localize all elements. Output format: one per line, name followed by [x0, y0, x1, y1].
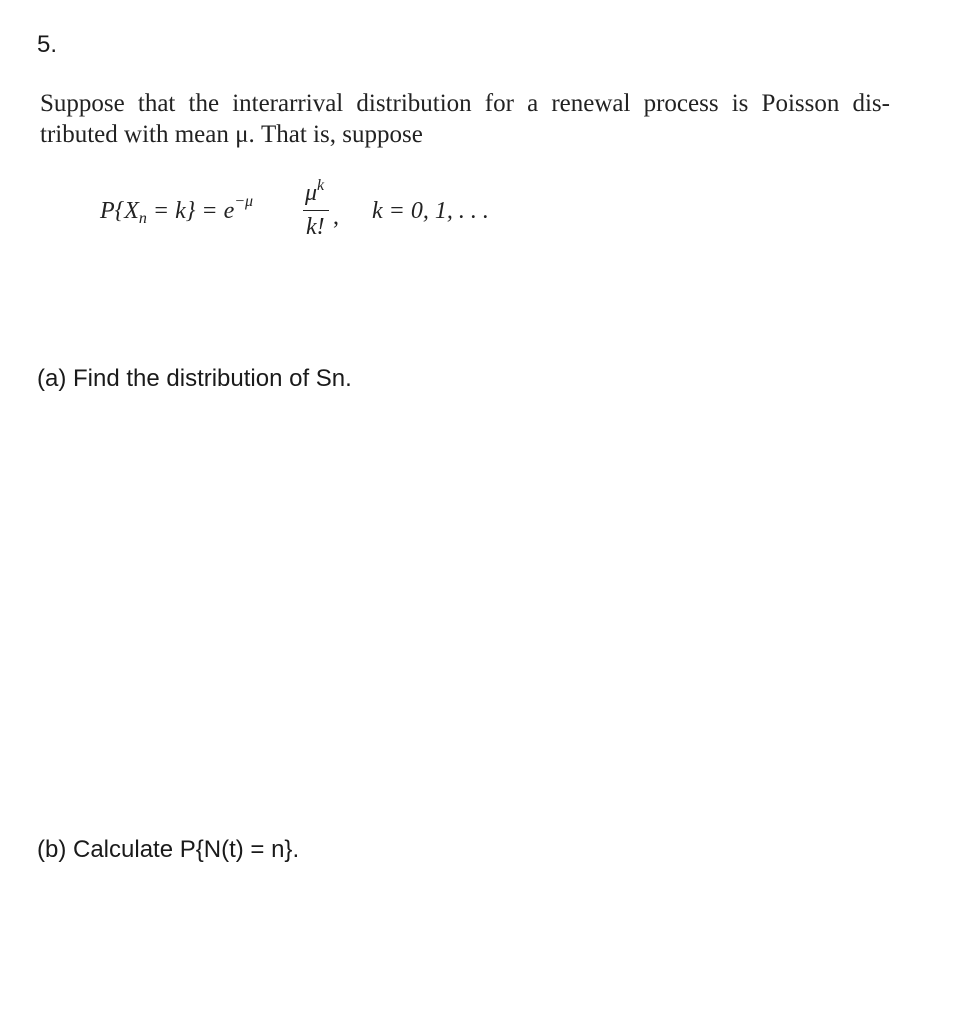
question-number: 5.	[37, 31, 58, 58]
fraction-numerator	[305, 177, 325, 207]
question-prompt	[40, 88, 890, 150]
equation-range: k = 0, 1, . . .	[372, 198, 489, 224]
equation-lhs-p: P{X	[100, 198, 139, 224]
fraction-bar	[303, 210, 329, 211]
equation-lhs-eq: = k} = e	[146, 198, 235, 224]
equation-lhs	[100, 193, 254, 227]
fraction-numerator-sup: k	[317, 177, 325, 194]
part-a-question: (a) Find the distribution of Sn.	[37, 365, 352, 392]
fraction-denominator: k!	[306, 214, 325, 240]
poisson-equation	[100, 170, 620, 250]
fraction-numerator-mu: μ	[305, 180, 318, 206]
prompt-line-1: Suppose that the interarrival distribution for a renewal process is Poisson dis-	[40, 90, 890, 117]
equation-lhs-subscript: n	[138, 210, 147, 227]
prompt-line-2: tributed with mean μ. That is, suppose	[40, 121, 423, 148]
part-b-question: (b) Calculate P{N(t) = n}.	[37, 836, 300, 863]
equation-comma: ,	[333, 204, 339, 230]
equation-exponent: −μ	[234, 193, 254, 210]
